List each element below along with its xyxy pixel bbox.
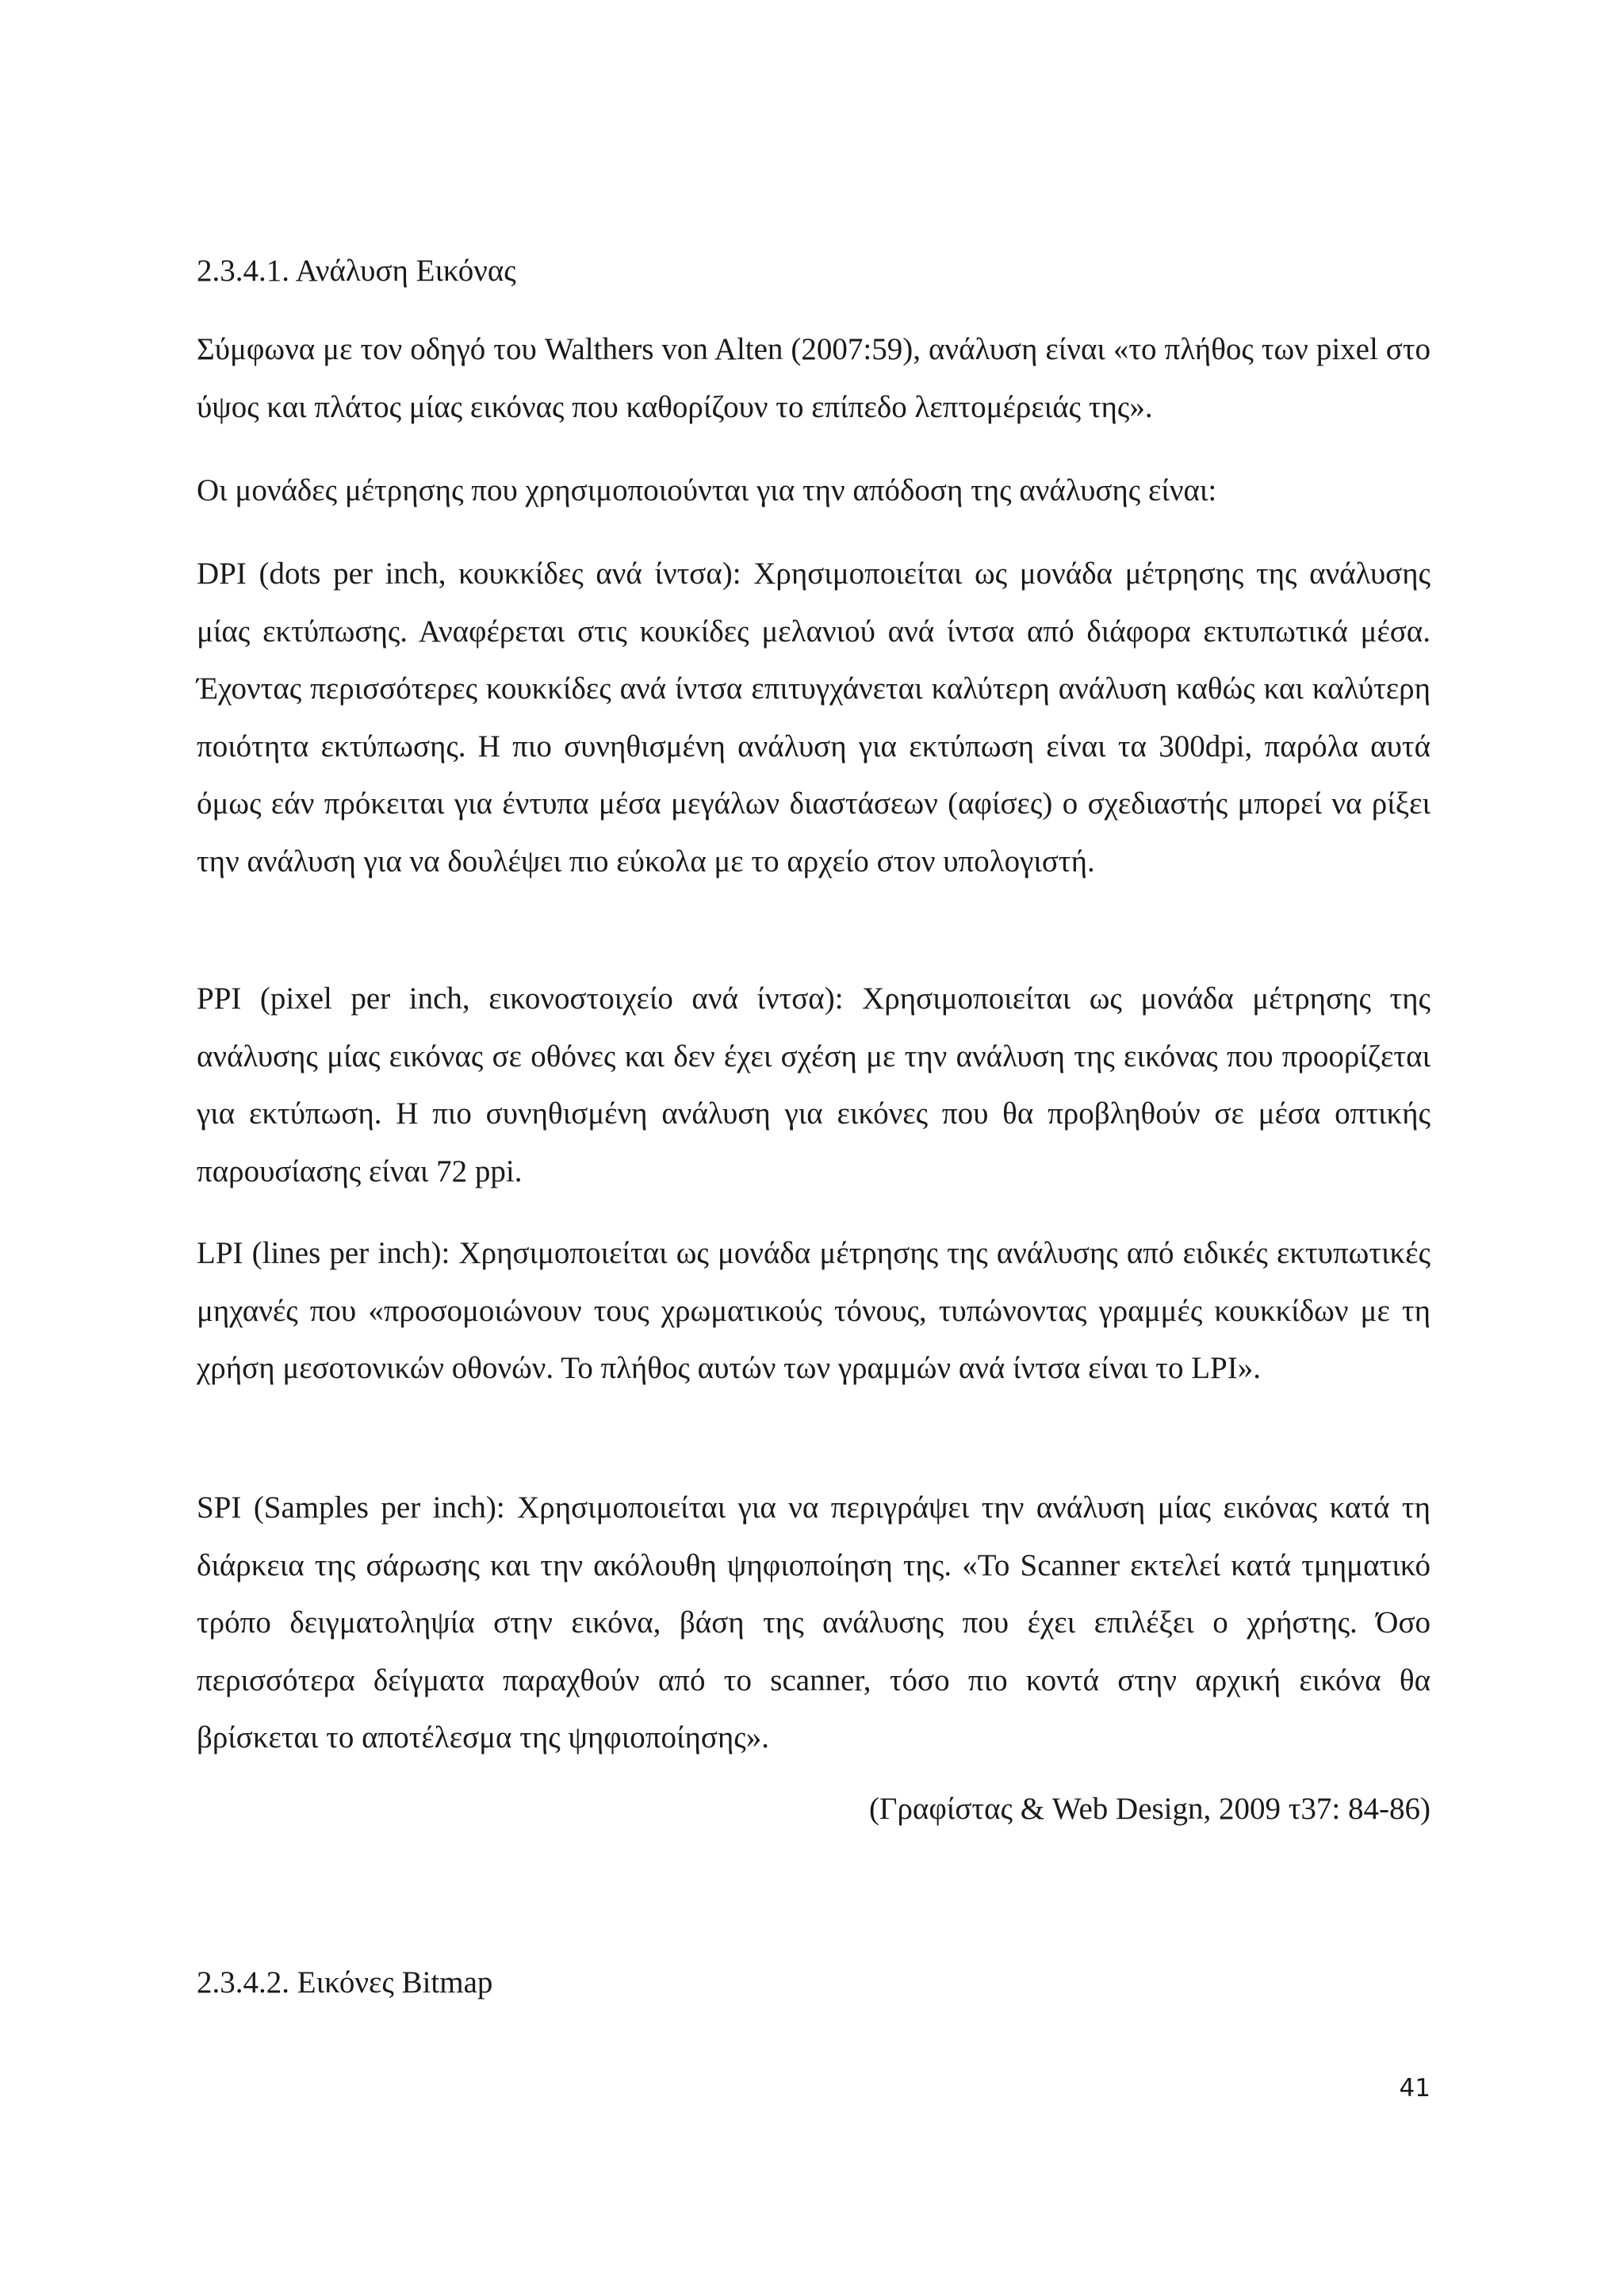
citation-reference: (Γραφίστας & Web Design, 2009 τ37: 84-86) [868, 1792, 1431, 1826]
page-number: 41 [1399, 2074, 1431, 2103]
paragraph-lpi: LPI (lines per inch): Χρησιμοποιείται ως μονάδα μέτρησης της ανάλυσης από ειδικές εκτυπωτικές μηχανές που «προσομοιώνουν τους χρωματικούς τόνους, τυπώνοντας γραμμές κουκκίδων με τη χρήση μεσοτονικών οθονών. Το πλήθος αυτών των γραμμών ανά ίντσα είναι το LPI». [197, 1236, 1431, 1385]
section-heading-bitmap-images: 2.3.4.2. Εικόνες Bitmap [197, 1965, 493, 1999]
paragraph-spi: SPI (Samples per inch): Χρησιμοποιείται για να περιγράψει την ανάλυση μίας εικόνας κατά τη διάρκεια της σάρωσης και την ακόλουθη ψηφιοποίηση της. «Το Scanner εκτελεί κατά τμηματικό τρόπο δειγματοληψία στην εικόνα, βάση της ανάλυσης που έχει επιλέξει ο χρήστης. Όσο περισσότερα δείγματα παραχθούν από το scanner, τόσο πιο κοντά στην αρχική εικόνα θα βρίσκεται το αποτέλεσμα της ψηφιοποίησης». [197, 1490, 1431, 1755]
paragraph-measurement-units-intro: Οι μονάδες μέτρησης που χρησιμοποιούνται για την απόδοση της ανάλυσης είναι: [197, 473, 1217, 507]
section-heading-image-resolution: 2.3.4.1. Ανάλυση Εικόνας [197, 254, 516, 288]
paragraph-resolution-definition: Σύμφωνα με τον οδηγό του Walthers von Alten (2007:59), ανάλυση είναι «το πλήθος των pixel στο ύψος και πλάτος μίας εικόνας που καθορίζουν το επίπεδο λεπτομέρειάς της». [197, 332, 1431, 424]
paragraph-ppi: PPI (pixel per inch, εικονοστοιχείο ανά ίντσα): Χρησιμοποιείται ως μονάδα μέτρησης της ανάλυσης μίας εικόνας σε οθόνες και δεν έχει σχέση με την ανάλυση της εικόνας που προορίζεται για εκτύπωση. Η πιο συνηθισμένη ανάλυση για εικόνες που θα προβληθούν σε μέσα οπτικής παρουσίασης είναι 72 ppi. [197, 982, 1431, 1188]
paragraph-dpi: DPI (dots per inch, κουκκίδες ανά ίντσα): Χρησιμοποιείται ως μονάδα μέτρησης της ανάλυσης μίας εκτύπωσης. Αναφέρεται στις κουκίδες μελανιού ανά ίντσα από διάφορα εκτυπωτικά μέσα. Έχοντας περισσότερες κουκκίδες ανά ίντσα επιτυγχάνεται καλύτερη ανάλυση καθώς και καλύτερη ποιότητα εκτύπωσης. Η πιο συνηθισμένη ανάλυση για εκτύπωση είναι τα 300dpi, παρόλα αυτά όμως εάν πρόκειται για έντυπα μέσα μεγάλων διαστάσεων (αφίσες) ο σχεδιαστής μπορεί να ρίξει την ανάλυση για να δουλέψει πιο εύκολα με το αρχείο στον υπολογιστή. [197, 557, 1431, 878]
